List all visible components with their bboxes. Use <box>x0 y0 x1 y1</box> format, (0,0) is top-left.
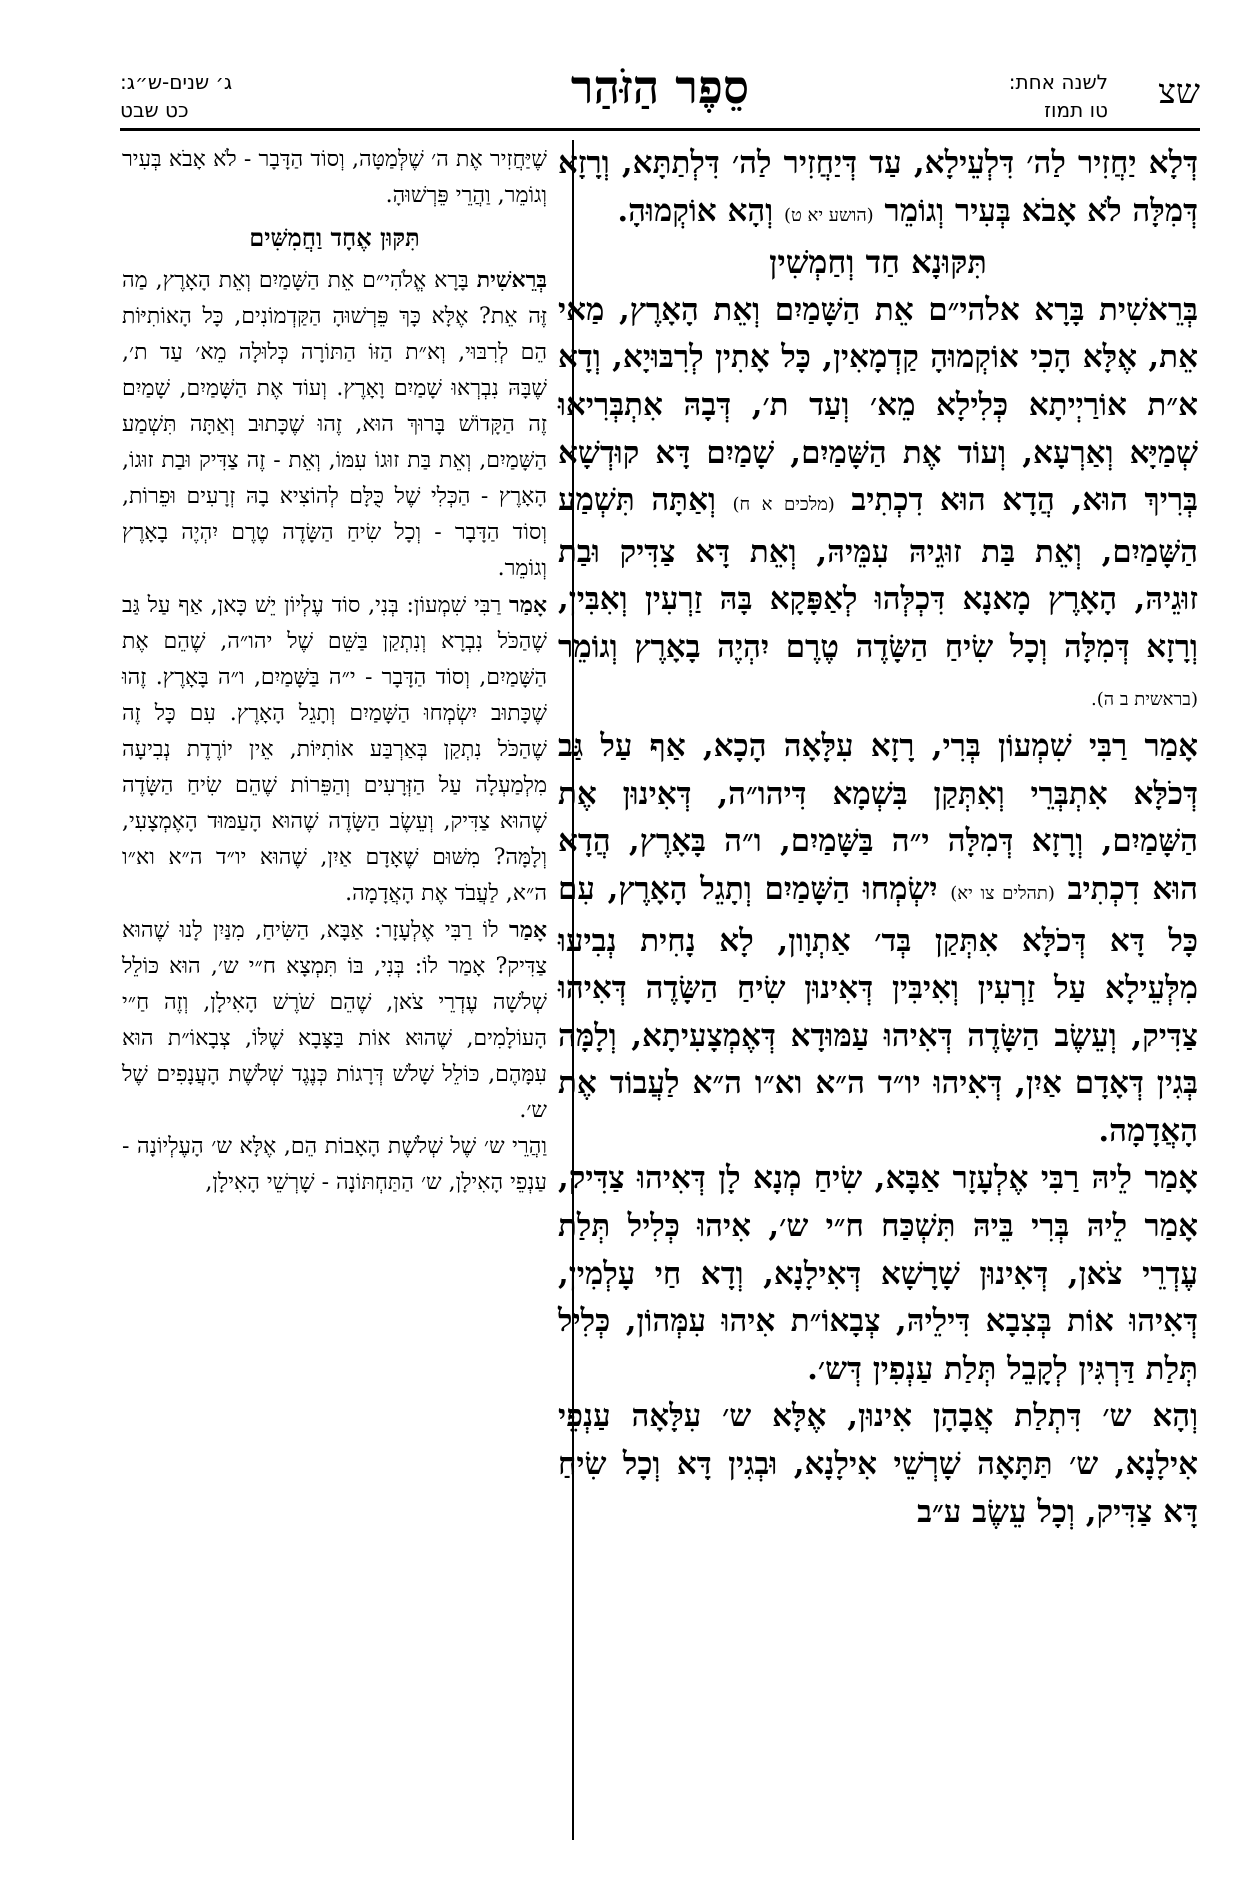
main-p2-text-a: בָּרָא אלהי״ם אֵת הַשָּׁמַיִם וְאֵת הָאָרֶץ, מַאי אֵת, אֶלָּא הָכִי אוֹקְמוּהָ קַדְמָאִין, כָּל אָתִין לְרִבּוּיָא, וְדָא א״ת אוֹרַיְיתָא כְּלִילָא מֵא׳ וְעַד ת׳, דְּבָהּ אִתְבְּרִיאוּ שְׁמַיָּא וְאַרְעָא, וְעוֹד אֶת הַשָּׁמַיִם, שָׁמַיִם דָּא קוּדְשָׁא בְּרִיךְ הוּא, הֲדָא הוּא דִכְתִיב <box>558 291 1198 519</box>
commentary-c2-text: בָּרָא אֱלֹהִי״ם אֵת הַשָּׁמַיִם וְאֵת הָאָרֶץ, מַה זֶּה אֵת? אֶלָּא כָּךְ פֵּרְשׁוּהָ הַקַּדְמוֹנִים, כָּל הָאוֹתִיּוֹת הֵם לְרִבּוּי, וְא״ת הַזּוֹ הַתּוֹרָה כְּלוּלָה מֵא׳ עַד ת׳, שֶׁבָּהּ נִבְרְאוּ שָׁמַיִם וָאָרֶץ. וְעוֹד אֶת הַשָּׁמַיִם, שָׁמַיִם זֶה הַקָּדוֹשׁ בָּרוּךְ הוּא, זֶהוּ שֶׁכָּתוּב וְאַתָּה תִּשְׁמַע הַשָּׁמַיִם, וְאֵת בַּת זוּגוֹ עִמּוֹ, וְאֵת - זֶה צַדִּיק וּבַת זוּגוֹ, הָאָרֶץ - הַכְּלִי שֶׁל כֻּלָּם לְהוֹצִיא בָהּ זְרָעִים וּפֵרוֹת, וְסוֹד הַדָּבָר - וְכָל שִׂיחַ הַשָּׂדֶה טֶרֶם יִהְיֶה בָאָרֶץ וְגוֹמֵר. <box>122 268 547 581</box>
commentary-paragraph-3 <box>122 587 547 912</box>
main-p3-reference: (תהלים צו יא) <box>950 882 1055 904</box>
page-header <box>120 60 1200 130</box>
main-p3-text-b: יִשְׂמְחוּ הַשָּׁמַיִם וְתָגֵל הָאָרֶץ, עִם כָּל דָּא דְּכֹלָּא אִתְּקַן בְּד׳ אַתְוָון, לָא נָחִית נְבִיעוּ מִלְּעֵילָא עַל זַרְעִין וְאִיבִּין דְּאִינוּן שִׂיחַ הַשָּׂדֶה דְּאִיהוּ צַדִּיק, וְעֵשֶׂב הַשָּׂדֶה דְּאִיהוּ עַמּוּדָא דְּאֶמְצָעִיתָא, וְלָמָּה בְּגִין דְּאָדָם אַיִן, דְּאִיהוּ יו״ד ה״א וא״ו ה״א לַעֲבוֹד אֶת הָאֲדָמָה. <box>558 870 1198 1149</box>
main-p1-end: וְהָא אוֹקְמוּהָ. <box>617 192 774 229</box>
commentary-c3-lead-word: אָמַר <box>509 592 547 618</box>
main-p4-text: לֵיהּ רַבִּי אֶלְעָזָר אַבָּא, שִׂיחַ מְנָא לָן דְּאִיהוּ צַדִּיק, אָמַר לֵיהּ בְּרִי בֵּיהּ תִּשְׁכַּח ח״י ש׳, אִיהוּ כְּלִיל תְּלַת עֶדְרֵי צֹאן, דְּאִינוּן שָׁרָשָׁא דְּאִילָנָא, וְדָא חַי עָלְמִין, דְּאִיהוּ אוֹת בְּצִבָא דִּילֵיהּ, צְבָאוֹ״ת אִיהוּ עִמְּהוֹן, כְּלִיל תְּלַת דַּרְגִּין לְקָבֵל תְּלַת עַנְפִין דְּש׳. <box>558 1160 1198 1387</box>
main-paragraph-5 <box>558 1393 1198 1536</box>
commentary-section-title: תִּקּוּן אֶחָד וַחֲמִשִּׁים <box>249 223 420 252</box>
header-left-info <box>120 68 232 124</box>
commentary-column <box>122 142 547 1201</box>
column-divider <box>572 140 574 1840</box>
header-left-line2: כט שבט <box>120 98 189 122</box>
book-title: סֵפֶר הַזֹּהַר <box>570 60 750 114</box>
commentary-c4-lead-word: אָמַר <box>509 917 547 943</box>
main-p4-lead-word: אָמַר <box>1144 1160 1199 1197</box>
main-paragraph-1 <box>558 140 1198 239</box>
commentary-c5-text: וַהֲרֵי ש׳ שֶׁל שְׁלֹשֶׁת הָאָבוֹת הֵם, אֶלָּא ש׳ הָעֶלְיוֹנָה - עַנְפֵי הָאִילָן, ש׳ הַתַּחְתּוֹנָה - שָׁרְשֵׁי הָאִילָן, <box>122 1134 547 1195</box>
main-p1-reference: (הושע יא ט) <box>783 204 874 226</box>
main-p2-lead-word: בְּרֵאשִׁית <box>1098 291 1199 328</box>
main-paragraph-3 <box>558 723 1198 1155</box>
main-p1-text: דְּלָא יַחֲזִיר לַה׳ דִּלְעֵילָא, עַד דְּיַחֲזִיר לַה׳ דִּלְתַתָּא, וְרָזָא דְּמִלָּה לֹא אָבֹא בְּעִיר וְגוֹמֵר <box>558 145 1198 229</box>
commentary-paragraph-5 <box>122 1129 547 1201</box>
commentary-paragraph-4 <box>122 912 547 1129</box>
commentary-paragraph-1 <box>122 142 547 214</box>
header-right-line2: טו תמוז <box>1044 98 1108 122</box>
main-p2-reference-2: (בראשית ב ה). <box>1091 688 1198 710</box>
commentary-paragraph-2 <box>122 262 547 587</box>
commentary-c1-text: שֶׁיַּחֲזִיר אֶת ה׳ שֶׁלְּמַטָּה, וְסוֹד הַדָּבָר - לֹא אָבֹא בְּעִיר וְגוֹמֵר, וַהֲרֵי פֵּרְשׁוּהָ. <box>122 147 547 208</box>
main-p5-text: וְהָא ש׳ דִּתְלַת אֲבָהָן אִינוּן, אֶלָּא ש׳ עִלָּאָה עַנְפֵי אִילָנָא, ש׳ תַּתָּאָה שָׁרְשֵׁי אִילָנָא, וּבְגִין דָּא וְכָל שִׂיחַ דָּא צַדִּיק, וְכָל עֵשֶׂב ע״ב <box>558 1398 1198 1530</box>
main-text-column <box>558 140 1198 1536</box>
main-section-title: תִּקּוּנָא חַד וְחַמְשִׁין <box>769 243 987 282</box>
main-p2-reference: (מלכים א ח) <box>732 494 835 516</box>
page-number: שצ <box>1158 72 1200 112</box>
commentary-c4-text: לוֹ רַבִּי אֶלְעָזָר: אַבָּא, הַשִּׂיחַ, מִנַּיִן לָנוּ שֶׁהוּא צַדִּיק? אָמַר לוֹ: בְּנִי, בּוֹ תִּמְצָא ח״י ש׳, הוּא כּוֹלֵל שְׁלֹשָׁה עֶדְרֵי צֹאן, שֶׁהֵם שֹׁרֶשׁ הָאִילָן, וְזֶה חַ״י הָעוֹלָמִים, שֶׁהוּא אוֹת בַּצָּבָא שֶׁלּוֹ, צְבָאוֹ״ת הוּא עִמָּהֶם, כּוֹלֵל שָׁלֹשׁ דְּרָגוֹת כְּנֶגֶד שְׁלֹשֶׁת הָעֲנָפִים שֶׁל ש׳. <box>122 918 547 1123</box>
main-paragraph-4 <box>558 1155 1198 1393</box>
main-p3-text-a: רַבִּי שִׁמְעוֹן בְּרִי, רָזָא עִלָּאָה הָכָא, אַף עַל גַּב דְּכֹלָּא אִתְבְּרֵי וְאִתְּקַן בִּשְׁמָא דִּיהו״ה, דְּאִינוּן אֶת הַשָּׁמַיִם, וְרָזָא דְּמִלָּה י״ה בַּשָּׁמַיִם, ו״ה בָּאָרֶץ, הֲדָא הוּא דִכְתִיב <box>558 728 1199 907</box>
header-left-line1: ג׳ שנים-ש״ג: <box>120 70 233 94</box>
main-p2-text-b: וְאַתָּה תִּשְׁמַע הַשָּׁמַיִם, וְאֵת בַּת זוּגֵיהּ עִמֵּיהּ, וְאֵת דָּא צַדִּיק וּבַת זוּגֵיהּ, הָאָרֶץ מָאנָא דִּכְלְּהוּ לְאַפָּקָא בָּהּ זַרְעִין וְאִבִּין, וְרָזָא דְּמִלָּה וְכָל שִׂיחַ הַשָּׂדֶה טֶרֶם יִהְיֶה בָאָרֶץ וְגוֹמֵר <box>558 482 1198 665</box>
commentary-c2-lead-word: בְּרֵאשִׁית <box>476 267 547 293</box>
header-right-line1: לשנה אחת: <box>1008 70 1108 94</box>
main-p3-lead-word: אָמַר <box>1144 728 1199 765</box>
commentary-c3-text: רַבִּי שִׁמְעוֹן: בְּנִי, סוֹד עֶלְיוֹן יֵשׁ כָּאן, אַף עַל גַּב שֶׁהַכֹּל נִבְרָא וְנִתְקַן בַּשֵּׁם שֶׁל יהו״ה, שֶׁהֵם אֶת הַשָּׁמַיִם, וְסוֹד הַדָּבָר - י״ה בַּשָּׁמַיִם, ו״ה בָּאָרֶץ. זֶהוּ שֶׁכָּתוּב יִשְׂמְחוּ הַשָּׁמַיִם וְתָגֵל הָאָרֶץ. עִם כָּל זֶה שֶׁהַכֹּל נִתְקַן בְּאַרְבַּע אוֹתִיּוֹת, אֵין יוֹרֶדֶת נְבִיעָה מִלְמַעְלָה עַל הַזְּרָעִים וְהַפֵּרוֹת שֶׁהֵם שִׂיחַ הַשָּׂדֶה שֶׁהוּא צַדִּיק, וְעֵשֶׂב הַשָּׂדֶה שֶׁהוּא הָעַמּוּד הָאֶמְצָעִי, וְלָמָּה? מִשּׁוּם שֶׁאָדָם אַיִן, שֶׁהוּא יו״ד ה״א וא״ו ה״א, לַעֲבֹד אֶת הָאֲדָמָה. <box>122 593 547 906</box>
main-paragraph-2 <box>558 287 1198 723</box>
header-rule <box>120 128 1200 131</box>
